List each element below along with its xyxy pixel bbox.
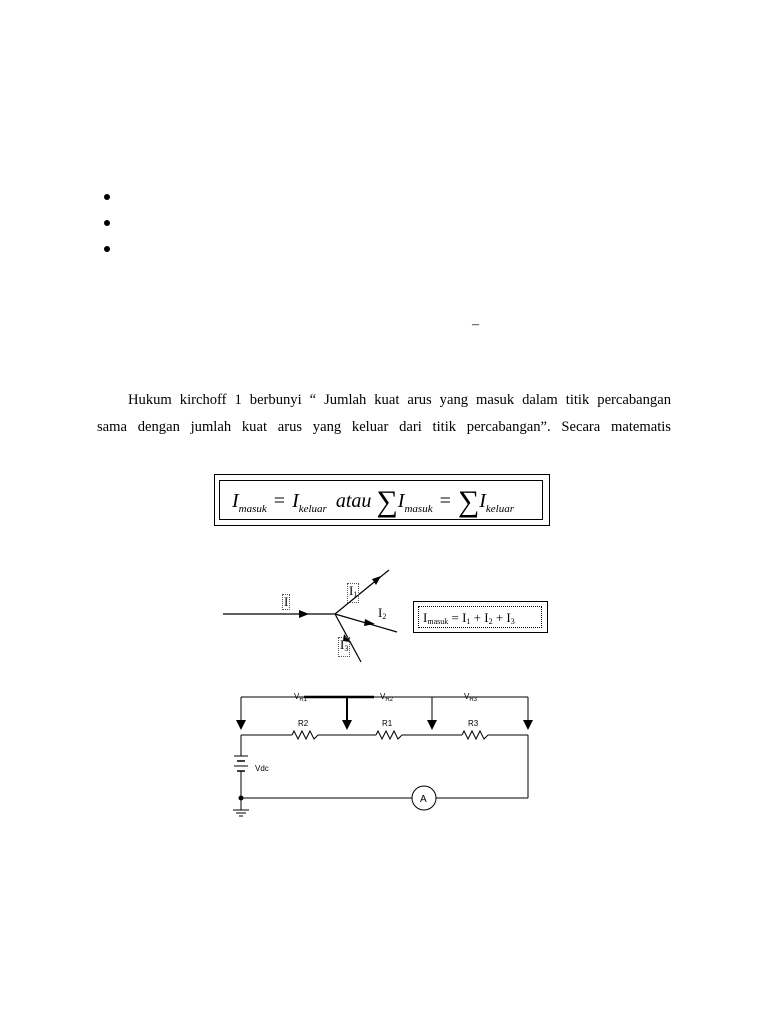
probe-3-arrow bbox=[427, 720, 437, 730]
label-vr3: $V_{R3}$ bbox=[464, 692, 478, 703]
bullet-2 bbox=[104, 220, 110, 226]
label-i1 bbox=[347, 583, 359, 603]
paragraph-line-1: Hukum kirchoff 1 berbunyi “ Jumlah kuat arus yang masuk dalam titik percabangan bbox=[128, 392, 671, 408]
formula-i-2: I bbox=[292, 490, 299, 512]
branch-i1-arrowhead bbox=[372, 576, 381, 585]
resistor-r3 bbox=[462, 731, 488, 739]
label-i1-main: I bbox=[349, 583, 354, 598]
relation-lhs-main: I bbox=[423, 610, 428, 625]
label-vr2: $V_{R2}$ bbox=[380, 692, 394, 703]
resistor-r2 bbox=[292, 731, 318, 739]
relation-sub-2: 2 bbox=[488, 617, 493, 626]
bullet-1 bbox=[104, 194, 110, 200]
relation-inner bbox=[418, 606, 542, 628]
relation-plus-1: + I bbox=[470, 610, 489, 625]
label-vdc: Vdc bbox=[255, 764, 269, 773]
probe-1-arrow bbox=[236, 720, 246, 730]
formula-i-3: I bbox=[397, 490, 405, 512]
kirchhoff-paragraph bbox=[97, 387, 671, 441]
paragraph-line-2: sama dengan jumlah kuat arus yang keluar dari titik percabangan”. Secara matematis bbox=[97, 419, 671, 435]
relation-sub-1: 1 bbox=[466, 617, 471, 626]
formula-equals-1: = bbox=[273, 490, 286, 512]
label-i3 bbox=[338, 637, 350, 657]
relation-rhs: = I bbox=[451, 610, 467, 625]
formula-i-4: I bbox=[479, 490, 486, 512]
label-i2-sub: 2 bbox=[382, 612, 387, 621]
label-vr1: $V_{R1}$ bbox=[294, 692, 308, 703]
relation-box bbox=[413, 601, 548, 633]
label-r2: R2 bbox=[298, 719, 309, 728]
label-i2 bbox=[376, 605, 388, 625]
resistor-r1 bbox=[376, 731, 402, 739]
formula-sub-keluar-1: keluar bbox=[298, 503, 327, 515]
formula-sub-masuk-1: masuk bbox=[238, 503, 267, 515]
formula-sub-masuk-2: masuk bbox=[404, 503, 433, 515]
label-i2-main: I bbox=[378, 605, 383, 620]
formula-inner: Imasuk = Ikeluar atau ∑Imasuk = ∑Ikeluar bbox=[219, 480, 543, 520]
label-i1-sub: 1 bbox=[353, 590, 358, 599]
formula-i-1: I bbox=[232, 490, 239, 512]
label-i3-sub: 3 bbox=[344, 644, 349, 653]
dash-mark: – bbox=[472, 317, 479, 332]
relation-lhs-sub: masuk bbox=[427, 617, 449, 626]
formula-atau: atau bbox=[335, 490, 372, 512]
label-r3: R3 bbox=[468, 719, 479, 728]
incoming-arrowhead bbox=[299, 610, 309, 618]
probe-2-arrow bbox=[342, 720, 352, 730]
relation-plus-2: + I bbox=[492, 610, 511, 625]
formula-box bbox=[214, 474, 550, 526]
series-circuit bbox=[228, 688, 538, 818]
label-i-text: I bbox=[284, 594, 289, 609]
relation-sub-3: 3 bbox=[510, 617, 515, 626]
label-r1: R1 bbox=[382, 719, 393, 728]
ammeter-label: A bbox=[420, 794, 427, 805]
bullet-3 bbox=[104, 246, 110, 252]
formula-sub-keluar-2: keluar bbox=[485, 503, 515, 515]
label-i bbox=[282, 594, 290, 610]
probe-4-arrow bbox=[523, 720, 533, 730]
formula-equals-2: = bbox=[439, 490, 451, 512]
label-i3-main: I bbox=[340, 637, 345, 652]
